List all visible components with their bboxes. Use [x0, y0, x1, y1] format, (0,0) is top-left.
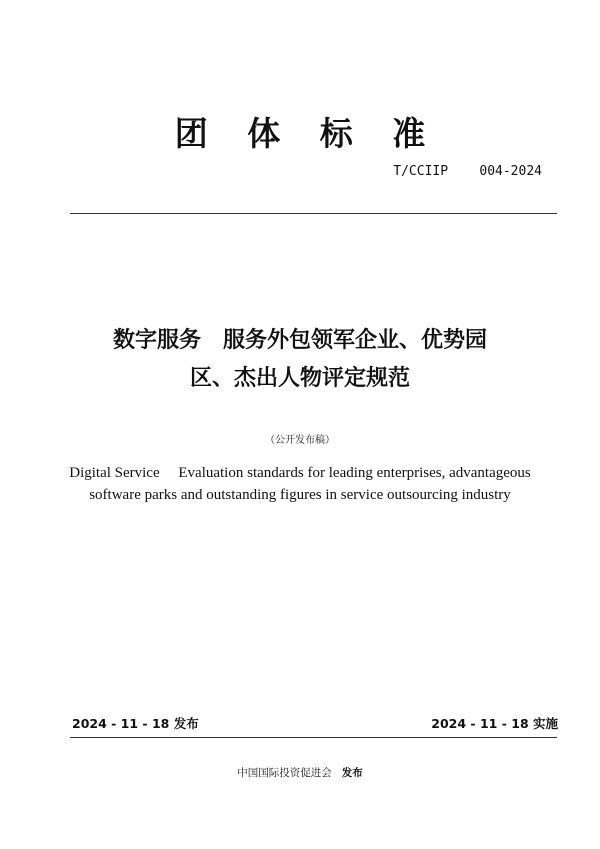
publisher-action: 发布 [341, 767, 363, 779]
english-title-line-1: Digital Service Evaluation standards for leading enterprises, advantageous [69, 465, 531, 481]
bottom-divider [70, 737, 557, 738]
english-title-line-2: software parks and outstanding figures in service outsourcing industry [89, 487, 511, 503]
implementation-date: 2024 - 11 - 18 实施 [431, 716, 558, 731]
publisher-line [0, 765, 600, 780]
chinese-title-line-2: 区、杰出人物评定规范 [189, 366, 410, 391]
chinese-title [40, 322, 560, 398]
standard-type-heading: 团 体 标 准 [174, 114, 440, 153]
publisher-name: 中国国际投资促进会 [237, 767, 332, 779]
english-title [40, 462, 560, 506]
publication-note: （公开发布稿） [265, 435, 335, 446]
issue-date: 2024 - 11 - 18 发布 [72, 716, 199, 731]
standard-number: T/CCIIP 004-2024 [393, 164, 542, 179]
top-divider [70, 213, 557, 214]
chinese-title-line-1: 数字服务 服务外包领军企业、优势园 [112, 328, 487, 353]
